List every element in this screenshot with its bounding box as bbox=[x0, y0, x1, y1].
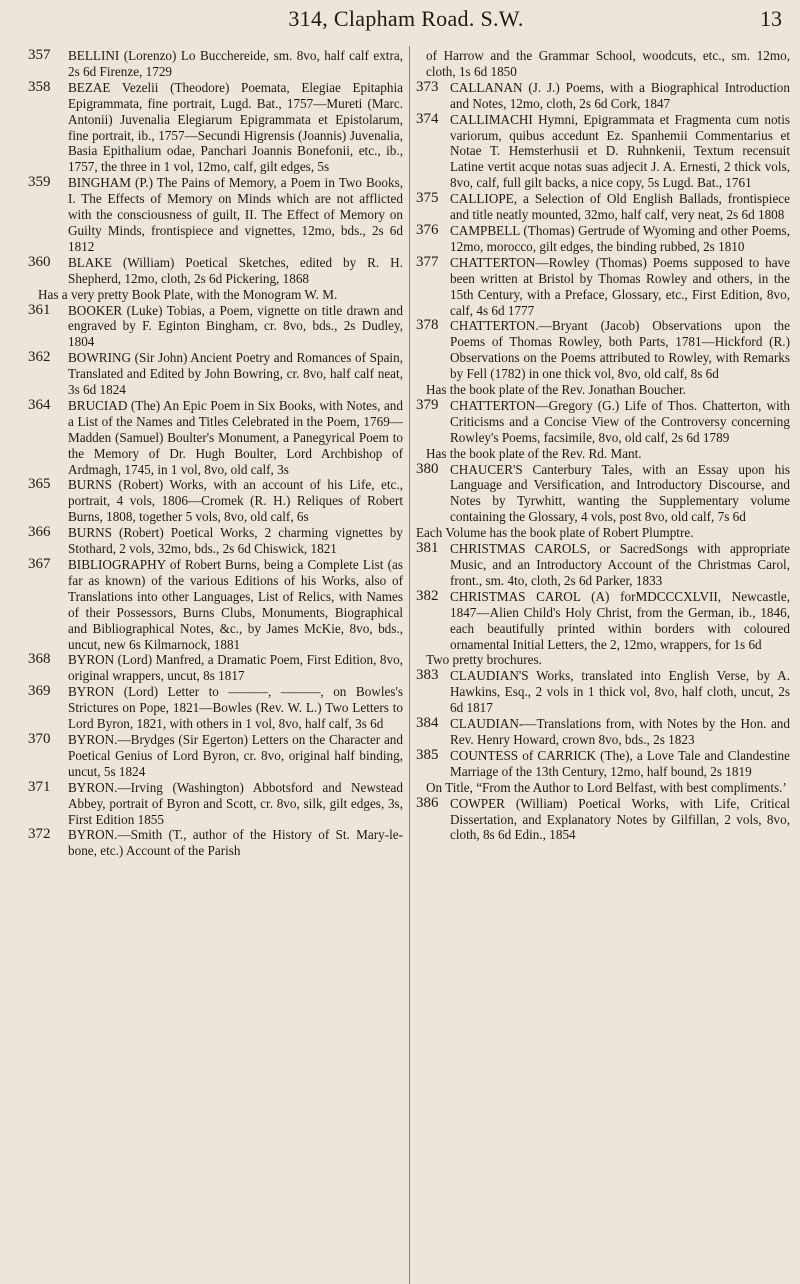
entry-text: CLAUDIAN'S Works, translated into English Verse, by A. Hawkins, Esq., 2 vols in 1 thick vol, 8vo, half cloth, uncut, 2s 6d 1817 bbox=[450, 668, 790, 716]
entry-number: 362 bbox=[28, 349, 51, 366]
catalogue-entry bbox=[28, 684, 403, 732]
entry-text: COWPER (William) Poetical Works, with Life, Critical Dissertation, and Explanatory Notes by Gilfillan, 2 vols, 8vo, cloth, 8s 6d Edin., 1854 bbox=[450, 795, 790, 843]
entry-number: 372 bbox=[28, 826, 51, 843]
entry-text: BIBLIOGRAPHY of Robert Burns, being a Complete List (as far as known) of the various Editions of his Works, also of Translations into other Languages, List of Relics, with Names of their Possessors, Burns Clubs, Monuments, Biographical and Bibliographical Notes, &c., by James McKie, 8vo, bds., uncut, new 6s Kilmarnock, 1881 bbox=[68, 557, 403, 652]
catalogue-entry bbox=[28, 255, 403, 287]
catalogue-entry bbox=[416, 796, 790, 844]
catalogue-entry bbox=[416, 748, 790, 780]
entry-number: 368 bbox=[28, 651, 51, 668]
page-number: 13 bbox=[760, 6, 782, 31]
entry-note: On Title, “From the Author to Lord Belfast, with best compliments.’ bbox=[426, 779, 787, 795]
catalogue-entry bbox=[416, 716, 790, 748]
entry-text: BRUCIAD (The) An Epic Poem in Six Books, with Notes, and a List of the Names and Titles Celebrated in the Poem, 1769—Madden (Samuel) Boulter's Monument, a Panegyrical Poem to the Memory of Dr. Hugh Boulter, Lord Archbishop of Ardmagh, 1745, in 1 vol, 8vo, old calf, 3s bbox=[68, 397, 403, 477]
entry-number: 360 bbox=[28, 253, 51, 270]
entry-number: 359 bbox=[28, 174, 51, 191]
left-column bbox=[0, 46, 409, 1284]
entry-text: COUNTESS of CARRICK (The), a Love Tale and Clandestine Marriage of the 13th Century, 12mo, half bound, 2s 1819 bbox=[450, 747, 790, 779]
entry-text: CALLIOPE, a Selection of Old English Ballads, frontispiece and title neatly mounted, 32mo, half calf, very neat, 2s 6d 1808 bbox=[450, 191, 790, 223]
entry-number: 361 bbox=[28, 301, 51, 318]
catalogue-entry bbox=[28, 732, 403, 780]
catalogue-entry bbox=[28, 303, 403, 351]
entry-number: 381 bbox=[416, 540, 439, 557]
catalogue-entry bbox=[28, 557, 403, 652]
entry-text: BLAKE (William) Poetical Sketches, edited by R. H. Shepherd, 12mo, cloth, 2s 6d Pickering, 1868 bbox=[68, 254, 403, 286]
entry-text: CAMPBELL (Thomas) Gertrude of Wyoming and other Poems, 12mo, morocco, gilt edges, the binding rubbed, 2s 1810 bbox=[450, 222, 790, 254]
entry-number: 385 bbox=[416, 746, 439, 763]
right-column bbox=[409, 46, 800, 1284]
entry-number: 371 bbox=[28, 778, 51, 795]
page-header bbox=[30, 6, 782, 42]
entry-text: BYRON.—Smith (T., author of the History of St. Mary-le-bone, etc.) Account of the Parish bbox=[68, 827, 403, 859]
entry-text: BYRON.—Brydges (Sir Egerton) Letters on the Character and Poetical Genius of Lord Byron, cr. 8vo, original half binding, uncut, 5s 1824 bbox=[68, 731, 403, 779]
entry-text: CALLANAN (J. J.) Poems, with a Biographical Introduction and Notes, 12mo, cloth, 2s 6d Cork, 1847 bbox=[450, 79, 790, 111]
entry-number: 383 bbox=[416, 667, 439, 684]
entry-text: BURNS (Robert) Poetical Works, 2 charming vignettes by Stothard, 2 vols, 32mo, bds., 2s 6d Chiswick, 1821 bbox=[68, 525, 403, 557]
catalogue-entry bbox=[416, 589, 790, 653]
catalogue-entry bbox=[28, 48, 403, 80]
catalogue-entry bbox=[28, 350, 403, 398]
entry-number: 367 bbox=[28, 556, 51, 572]
entry-note: Two pretty brochures. bbox=[426, 652, 542, 668]
entry-number: 380 bbox=[416, 460, 439, 477]
entry-text: CHAUCER'S Canterbury Tales, with an Essay upon his Language and Versification, and Introductory Discourse, and Notes by Tyrwhitt, wanting the Supplementary volume containing the Glossary, 4 vols, post 8vo, old calf, 7s 6d bbox=[450, 461, 790, 525]
entry-number: 377 bbox=[416, 253, 439, 270]
catalogue-entry bbox=[28, 80, 403, 175]
entry-text: BINGHAM (P.) The Pains of Memory, a Poem in Two Books, I. The Effects of Memory on Minds which are not afflicted with the consciousness of guilt, II. The Effect of Memory on Guilty Minds, frontispiece and vignettes, 12mo, bds., 2s 6d 1812 bbox=[68, 175, 403, 254]
catalogue-entry bbox=[28, 477, 403, 525]
catalogue-entry bbox=[28, 175, 403, 255]
entry-number: 358 bbox=[28, 78, 51, 95]
entry-text: CLAUDIAN-—Translations from, with Notes by the Hon. and Rev. Henry Howard, crown 8vo, bds., 2s 1823 bbox=[450, 716, 790, 747]
catalogue-entry bbox=[416, 223, 790, 255]
entry-number: 379 bbox=[416, 396, 439, 413]
entry-text: CHRISTMAS CAROLS, or SacredSongs with appropriate Music, and an Introductory Account of the Christmas Carol, front., sm. 4to, cloth, 2s 6d Parker, 1833 bbox=[450, 541, 790, 588]
entry-number: 378 bbox=[416, 317, 439, 334]
entry-text: BELLINI (Lorenzo) Lo Bucchereide, sm. 8vo, half calf extra, 2s 6d Firenze, 1729 bbox=[68, 48, 403, 79]
entry-text: BYRON.—Irving (Washington) Abbotsford and Newstead Abbey, portrait of Byron and Scott, cr. 8vo, silk, gilt edges, 3s, First Edition 1855 bbox=[68, 779, 403, 827]
catalogue-entry bbox=[416, 318, 790, 382]
entry-note: Has a very pretty Book Plate, with the Monogram W. M. bbox=[38, 286, 338, 302]
entry-text: CHATTERTON—Gregory (G.) Life of Thos. Chatterton, with Criticisms and a Concise View of the Controversy concerning Rowley's Poems, facsimile, 8vo, old calf, 2s 6d 1789 bbox=[450, 397, 790, 445]
entry-number: 375 bbox=[416, 190, 439, 207]
catalogue-entry bbox=[416, 255, 790, 319]
catalogue-entry bbox=[416, 668, 790, 716]
catalogue-entry bbox=[416, 398, 790, 446]
running-title: 314, Clapham Road. S.W. bbox=[288, 6, 524, 31]
catalogue-columns bbox=[0, 46, 800, 1284]
catalogue-entry bbox=[28, 780, 403, 828]
entry-text: BURNS (Robert) Works, with an account of his Life, etc., portrait, 4 vols, 1806—Cromek (R. H.) Reliques of Robert Burns, 1808, together 5 vols, 8vo, old calf, 6s bbox=[68, 477, 403, 525]
entry-text: CHATTERTON.—Bryant (Jacob) Observations upon the Poems of Thomas Rowley, both Parts, 1781—Hickford (R.) Observations on the Poems attributed to Rowley, with Remarks by Fell (1782) in one thick vol, 8vo, old calf, 8s 6d bbox=[450, 318, 790, 382]
catalogue-entry bbox=[416, 112, 790, 192]
entry-note: of Harrow and the Grammar School, woodcuts, etc., sm. 12mo, cloth, 1s 6d 1850 bbox=[426, 48, 790, 79]
entry-number: 382 bbox=[416, 587, 439, 604]
catalogue-entry bbox=[28, 398, 403, 478]
entry-number: 384 bbox=[416, 715, 439, 732]
catalogue-entry bbox=[416, 80, 790, 112]
entry-number: 376 bbox=[416, 221, 439, 238]
entry-number: 374 bbox=[416, 110, 439, 127]
entry-number: 386 bbox=[416, 794, 439, 811]
entry-note: Each Volume has the book plate of Robert Plumptre. bbox=[416, 525, 694, 541]
entry-text: BEZAE Vezelii (Theodore) Poemata, Elegiae Epitaphia Epigrammata, fine portrait, Lugd. Bat., 1757—Mureti (Marc. Antonii) Juvenalia Elegiarum Epigrammata et Epistolarum, fine portrait, ib., 1757—Secundi Higrensis (Joannis) Juvenalia, Basia Epithalium odae, Panchari Joannis Bonefonii, etc., ib., 1757, the three in 1 vol, 12mo, calf, gilt edges, 5s bbox=[68, 79, 403, 175]
catalogue-entry bbox=[28, 827, 403, 859]
entry-number: 373 bbox=[416, 78, 439, 95]
entry-text: BOWRING (Sir John) Ancient Poetry and Romances of Spain, Translated and Edited by John Bowring, cr. 8vo, half calf neat, 3s 6d 1824 bbox=[68, 350, 403, 398]
entry-note: Has the book plate of the Rev. Jonathan Boucher. bbox=[426, 382, 686, 398]
entry-note: Has the book plate of the Rev. Rd. Mant. bbox=[426, 445, 642, 461]
entry-text: BOOKER (Luke) Tobias, a Poem, vignette on title drawn and engraved by F. Eginton Bingham, cr. 8vo, bds., 2s Dudley, 1804 bbox=[68, 302, 403, 350]
catalogue-entry bbox=[416, 191, 790, 223]
entry-number: 369 bbox=[28, 683, 51, 700]
entry-number: 364 bbox=[28, 396, 51, 413]
entry-number: 357 bbox=[28, 47, 51, 63]
catalogue-entry bbox=[416, 541, 790, 589]
entry-text: BYRON (Lord) Letter to ———, ———, on Bowles's Strictures on Pope, 1821—Bowles (Rev. W. L.) Two Letters to Lord Byron, 1821, with others in 1 vol, 8vo, half calf, 3s 6d bbox=[68, 684, 403, 732]
entry-text: BYRON (Lord) Manfred, a Dramatic Poem, First Edition, 8vo, original wrappers, uncut, 8s 1817 bbox=[68, 652, 403, 684]
catalogue-entry bbox=[28, 525, 403, 557]
entry-text: CALLIMACHI Hymni, Epigrammata et Fragmenta cum notis variorum, quibus accedunt Ez. Spanhemii Commentarius et Notae T. Hemsterhusii et D. Ruhnkenii, Textum recensuit Latine vertit acque notas suas adjecit J. A. Ernesti, 2 thick vols, 8vo, calf, full gilt backs, a nice copy, 5s Lugd. Bat., 1761 bbox=[450, 111, 790, 191]
catalogue-entry bbox=[28, 652, 403, 684]
entry-text: CHRISTMAS CAROL (A) forMDCCCXLVII, Newcastle, 1847—Alien Child's Holy Christ, from the German, ib., 1846, each beautifully printed within borders with coloured ornamental Initial Letters, the 2, 12mo, wrappers, for 1s 6d bbox=[450, 588, 790, 652]
entry-number: 366 bbox=[28, 524, 51, 541]
entry-text: CHATTERTON—Rowley (Thomas) Poems supposed to have been written at Bristol by Thomas Rowley and others, in the 15th Century, with a Preface, Glossary, etc., First Edition, 8vo, calf, 4s 6d 1777 bbox=[450, 254, 790, 318]
catalogue-entry bbox=[416, 462, 790, 526]
entry-number: 370 bbox=[28, 730, 51, 747]
entry-number: 365 bbox=[28, 476, 51, 493]
